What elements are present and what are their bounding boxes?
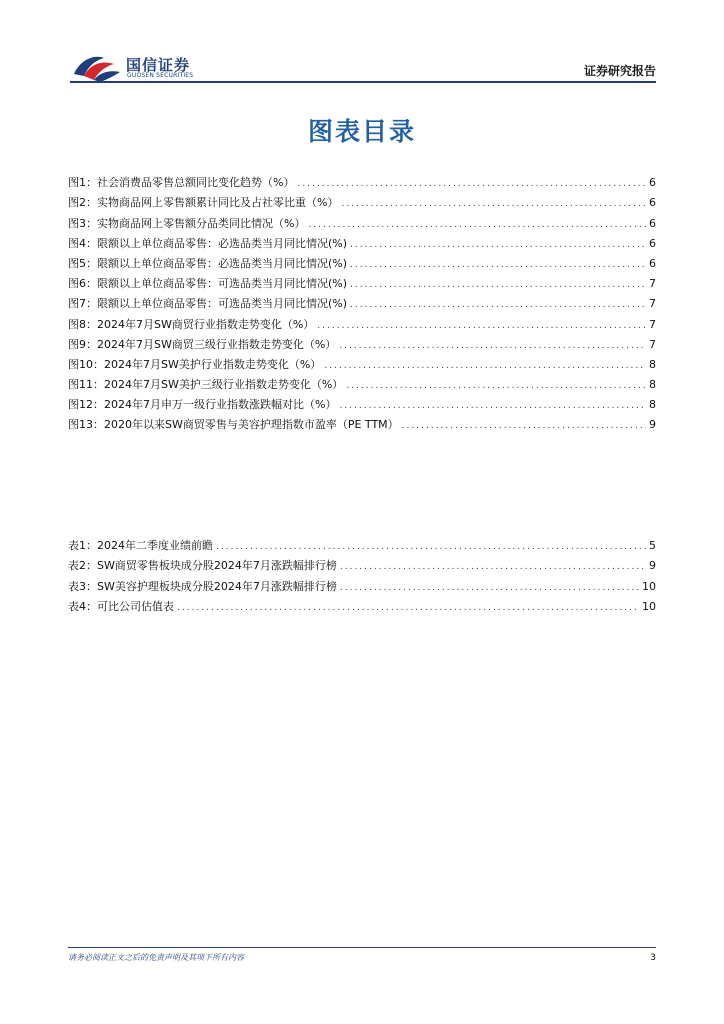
toc-figure-entry[interactable] <box>68 291 656 311</box>
toc-entry-page: 7 <box>649 277 656 291</box>
disclaimer-note: 请务必阅读正文之后的免责声明及其项下所有内容 <box>68 953 244 962</box>
toc-table-entry[interactable] <box>68 553 656 573</box>
toc-dot-leader <box>340 582 639 594</box>
toc-entry-page: 10 <box>642 599 656 613</box>
toc-entry-page: 6 <box>649 236 656 250</box>
report-type-label: 证券研究报告 <box>583 64 656 78</box>
toc-entry-title: 限额以上单位商品零售：可选品类当月同比情况(%) <box>97 277 348 291</box>
toc-entry-title: 实物商品网上零售额分品类同比情况（%） <box>97 216 306 230</box>
toc-dot-leader <box>350 259 646 271</box>
toc-entry-label: 表2： <box>68 559 97 573</box>
toc-entry-title: 可比公司估值表 <box>97 599 174 613</box>
guosen-logo-icon <box>70 52 122 84</box>
toc-entry-label: 表3： <box>68 579 97 593</box>
footer-divider <box>68 947 656 948</box>
toc-dot-leader <box>340 561 646 573</box>
table-list <box>68 533 656 614</box>
toc-figure-entry[interactable] <box>68 210 656 230</box>
header-divider <box>70 81 656 83</box>
toc-dot-leader <box>350 239 646 251</box>
toc-entry-page: 10 <box>642 579 656 593</box>
toc-entry-title: 社会消费品零售总额同比变化趋势（%） <box>97 176 295 190</box>
toc-dot-leader <box>324 360 646 372</box>
toc-entry-label: 图8： <box>68 317 97 331</box>
toc-table-entry[interactable] <box>68 533 656 553</box>
toc-entry-title: SW商贸零售板块成分股2024年7月涨跌幅排行榜 <box>97 559 337 573</box>
toc-entry-title: 2024年7月SW商贸三级行业指数走势变化（%） <box>97 337 337 351</box>
toc-entry-title: 2024年7月SW美护三级行业指数走势变化（%） <box>104 378 344 392</box>
guosen-logo <box>70 52 220 84</box>
toc-dot-leader <box>297 178 646 190</box>
toc-table-entry[interactable] <box>68 594 656 614</box>
toc-table-entry[interactable] <box>68 573 656 593</box>
logo-chinese-text: 国信证券 <box>126 56 191 74</box>
toc-entry-page: 9 <box>649 418 656 432</box>
toc-figure-entry[interactable] <box>68 170 656 190</box>
toc-entry-label: 图6： <box>68 277 97 291</box>
toc-entry-title: 实物商品网上零售额累计同比及占社零比重（%） <box>97 196 339 210</box>
toc-entry-page: 7 <box>649 337 656 351</box>
toc-entry-page: 8 <box>649 398 656 412</box>
toc-figure-entry[interactable] <box>68 352 656 372</box>
toc-entry-label: 图5： <box>68 256 97 270</box>
toc-dot-leader <box>346 380 646 392</box>
toc-entry-label: 图13： <box>68 418 104 432</box>
page-header <box>0 0 724 90</box>
page-number: 3 <box>650 953 656 963</box>
toc-dot-leader <box>350 299 646 311</box>
toc-figure-entry[interactable] <box>68 412 656 432</box>
toc-entry-label: 图10： <box>68 357 104 371</box>
figure-list <box>68 170 656 432</box>
toc-entry-page: 8 <box>649 357 656 371</box>
toc-entry-title: 2024年7月申万一级行业指数涨跌幅对比（%） <box>104 398 337 412</box>
toc-entry-label: 图12： <box>68 398 104 412</box>
toc-figure-entry[interactable] <box>68 190 656 210</box>
page-title: 图表目录 <box>307 117 416 146</box>
logo-english-text: GUOSEN SECURITIES <box>127 72 194 79</box>
toc-figure-entry[interactable] <box>68 271 656 291</box>
toc-figure-entry[interactable] <box>68 392 656 412</box>
toc-entry-label: 图2： <box>68 196 97 210</box>
toc-dot-leader <box>341 198 646 210</box>
toc-entry-title: 2024年7月SW商贸行业指数走势变化（%） <box>97 317 315 331</box>
toc-entry-page: 7 <box>649 317 656 331</box>
toc-figure-entry[interactable] <box>68 332 656 352</box>
toc-figure-entry[interactable] <box>68 231 656 251</box>
toc-entry-title: 2024年二季度业绩前瞻 <box>97 539 213 553</box>
toc-figure-entry[interactable] <box>68 251 656 271</box>
toc-entry-label: 表1： <box>68 539 97 553</box>
toc-dot-leader <box>177 602 639 614</box>
toc-entry-page: 6 <box>649 256 656 270</box>
toc-entry-label: 图1： <box>68 176 97 190</box>
toc-dot-leader <box>216 541 646 553</box>
toc-dot-leader <box>308 219 646 231</box>
toc-entry-title: 2024年7月SW美护行业指数走势变化（%） <box>104 357 322 371</box>
toc-entry-page: 9 <box>649 559 656 573</box>
toc-figure-entry[interactable] <box>68 311 656 331</box>
toc-entry-label: 图4： <box>68 236 97 250</box>
toc-entry-label: 图3： <box>68 216 97 230</box>
toc-entry-title: 限额以上单位商品零售：可选品类当月同比情况(%) <box>97 297 348 311</box>
toc-entry-page: 6 <box>649 216 656 230</box>
toc-entry-label: 图7： <box>68 297 97 311</box>
toc-entry-page: 8 <box>649 378 656 392</box>
toc-dot-leader <box>350 279 646 291</box>
toc-entry-title: 限额以上单位商品零售：必选品类当月同比情况(%) <box>97 256 348 270</box>
toc-entry-label: 图9： <box>68 337 97 351</box>
toc-entry-page: 6 <box>649 176 656 190</box>
toc-dot-leader <box>339 400 646 412</box>
toc-figure-entry[interactable] <box>68 372 656 392</box>
toc-entry-label: 图11： <box>68 378 104 392</box>
toc-entry-page: 5 <box>649 539 656 553</box>
toc-entry-label: 表4： <box>68 599 97 613</box>
toc-dot-leader <box>339 340 646 352</box>
toc-entry-title: 限额以上单位商品零售：必选品类当月同比情况(%) <box>97 236 348 250</box>
toc-entry-title: 2020年以来SW商贸零售与美容护理指数市盈率（PE TTM） <box>104 418 399 432</box>
toc-entry-page: 7 <box>649 297 656 311</box>
toc-entry-page: 6 <box>649 196 656 210</box>
toc-entry-title: SW美容护理板块成分股2024年7月涨跌幅排行榜 <box>97 579 337 593</box>
toc-dot-leader <box>402 420 646 432</box>
toc-dot-leader <box>317 320 646 332</box>
